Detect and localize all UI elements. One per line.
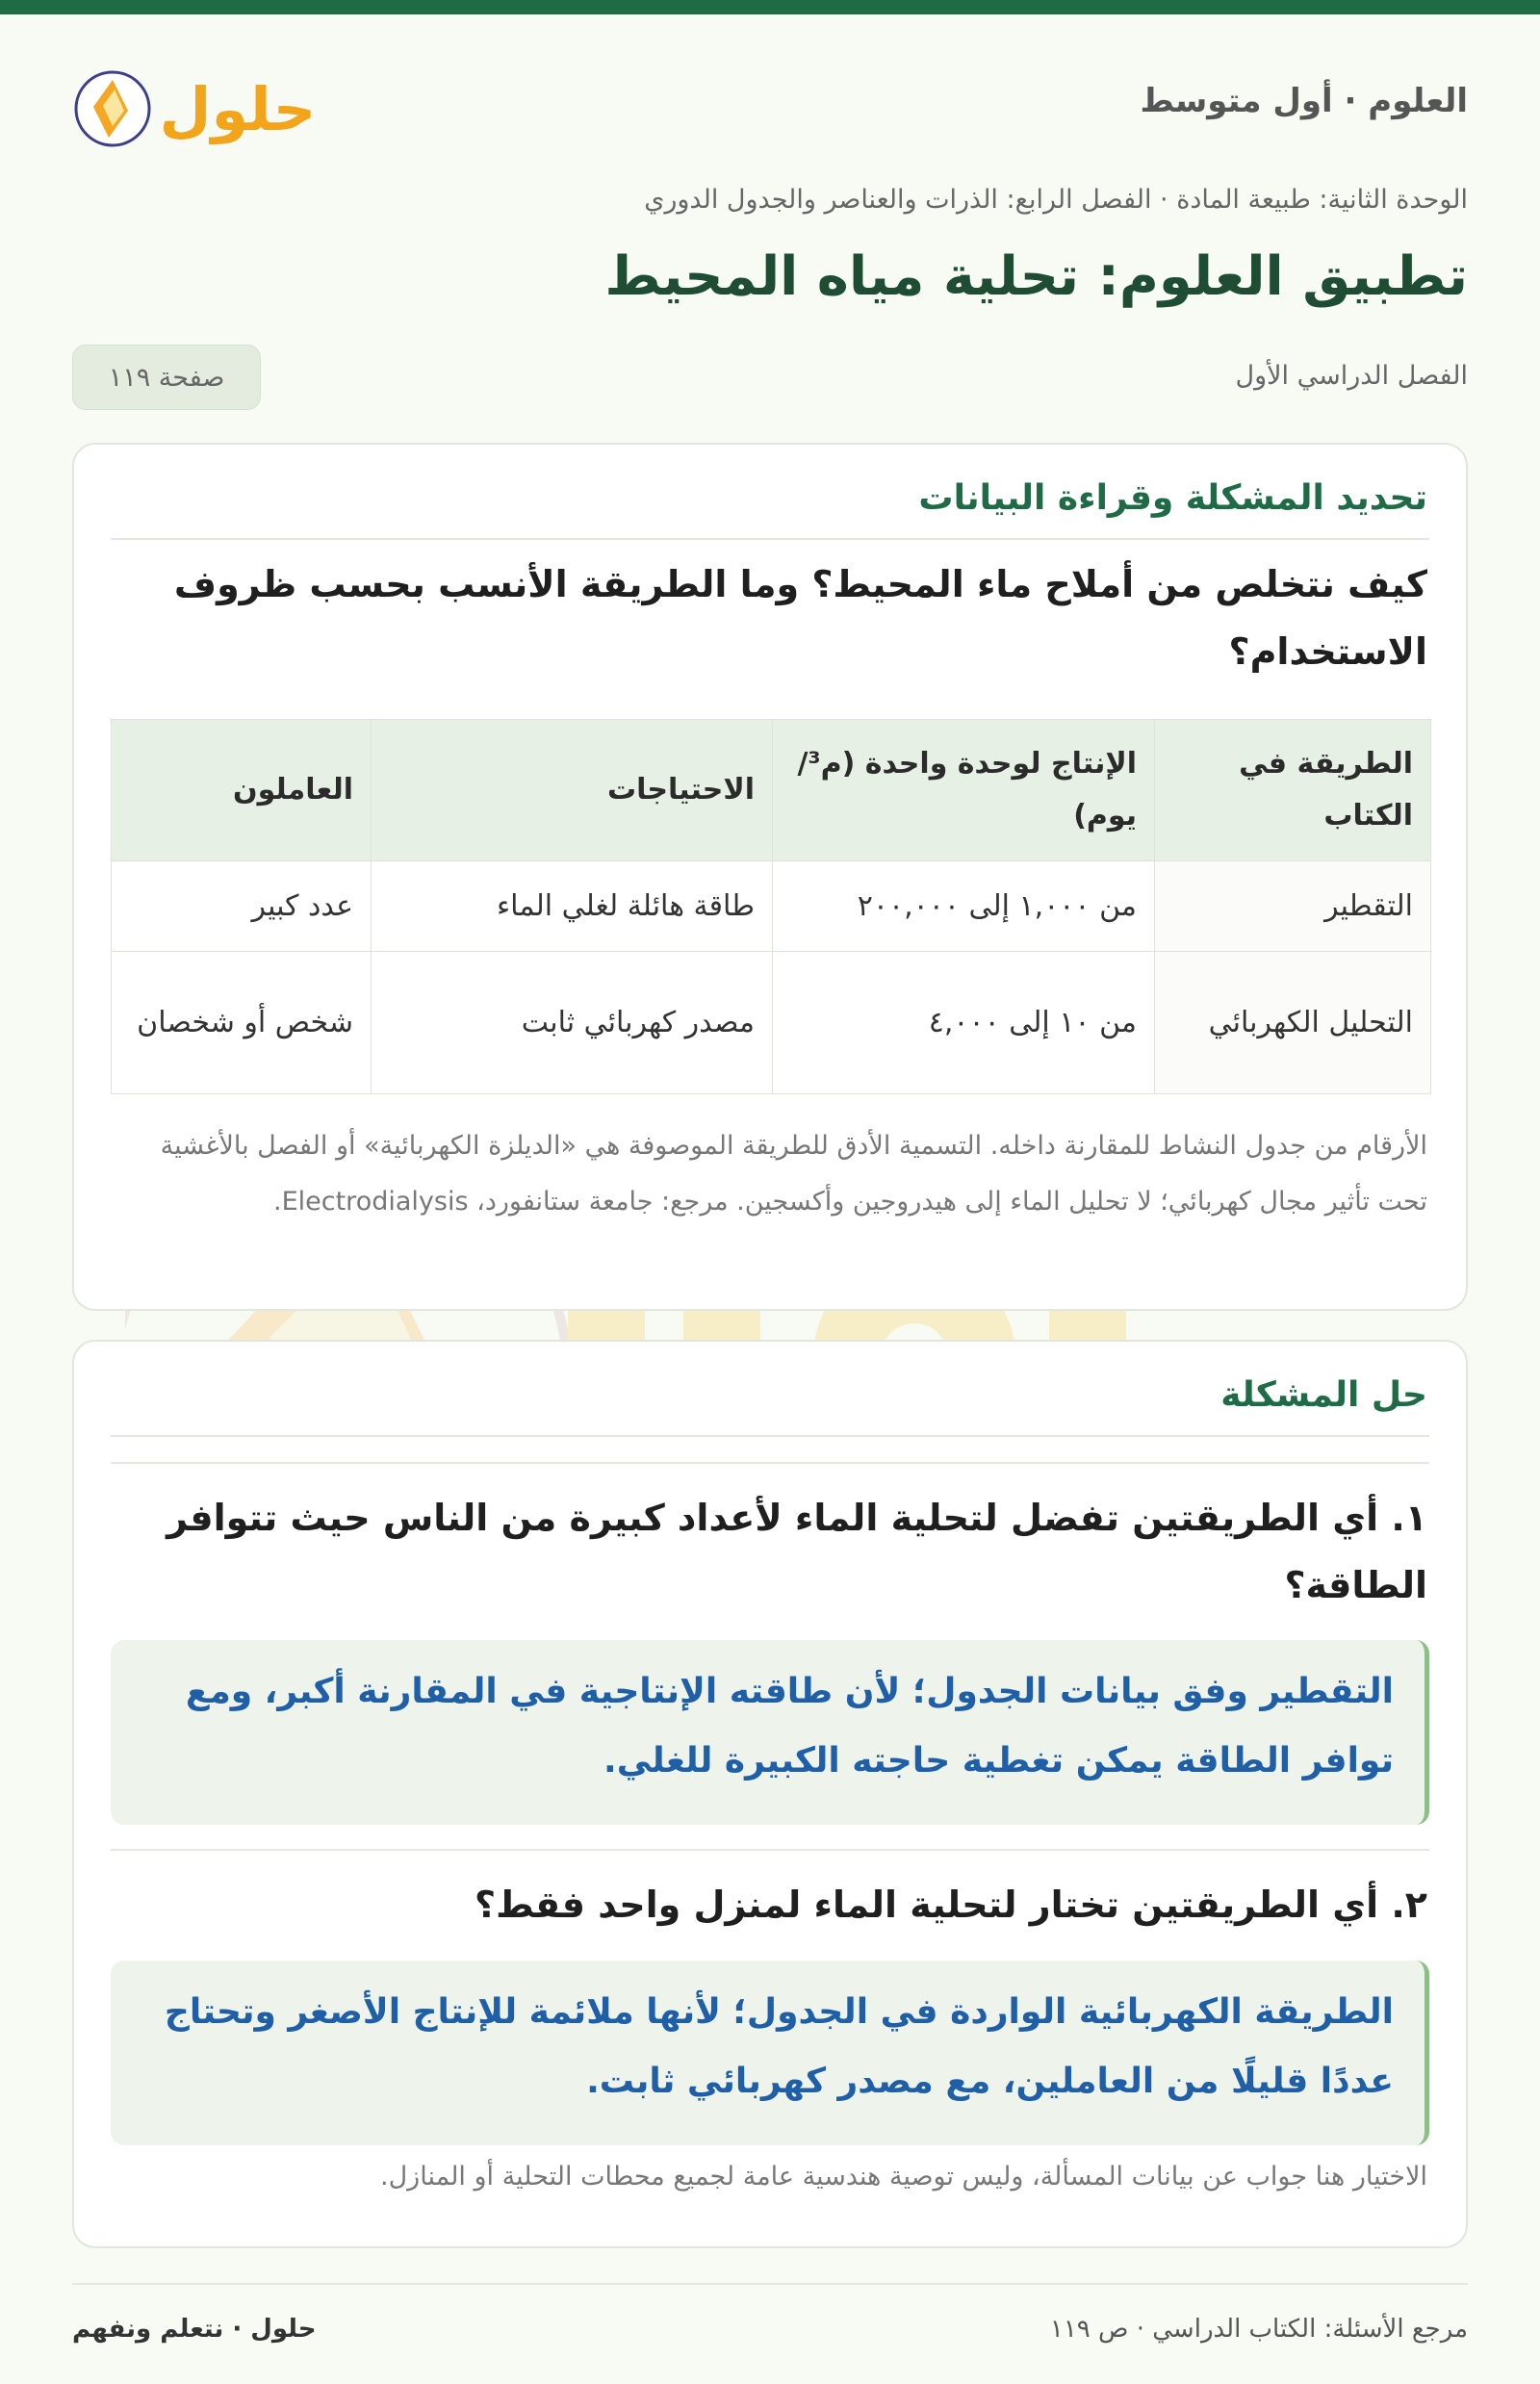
page-title: تطبيق العلوم: تحلية مياه المحيط (604, 245, 1468, 308)
solution-card (72, 1340, 1468, 2248)
question-2: ٢. أي الطريقتين تختار لتحلية الماء لمنزل واحد فقط؟ (475, 1884, 1427, 1926)
comparison-table (111, 719, 1431, 1094)
table-cell: التحليل الكهربائي (1155, 952, 1431, 1094)
table-header-cell: الطريقة في الكتاب (1155, 720, 1431, 861)
term-label: الفصل الدراسي الأول (1235, 361, 1468, 391)
footer-divider (72, 2283, 1468, 2285)
section-title: حل المشكلة (1220, 1375, 1427, 1415)
table-row (112, 861, 1431, 952)
table-cell: من ١,٠٠٠ إلى ٢٠٠,٠٠٠ (773, 861, 1155, 952)
breadcrumb: الوحدة الثانية: طبيعة المادة · الفصل الرابع: الذرات والعناصر والجدول الدوري (644, 185, 1468, 215)
table-header-cell: الاحتياجات (372, 720, 773, 861)
section-title: تحديد المشكلة وقراءة البيانات (918, 478, 1427, 518)
top-accent-bar (0, 0, 1540, 14)
footer-reference: مرجع الأسئلة: الكتاب الدراسي · ص ١١٩ (1049, 2315, 1468, 2344)
page-header (72, 53, 1468, 159)
section-divider (111, 1462, 1429, 1464)
question-divider (111, 1849, 1429, 1851)
table-cell: التقطير (1155, 861, 1431, 952)
table-cell: من ١٠ إلى ٤,٠٠٠ (773, 952, 1155, 1094)
section-divider (111, 1435, 1429, 1437)
table-cell: شخص أو شخصان (112, 952, 372, 1094)
table-cell: مصدر كهربائي ثابت (372, 952, 773, 1094)
problem-question: كيف نتخلص من أملاح ماء المحيط؟ وما الطريقة الأنسب بحسب ظروف الاستخدام؟ (173, 563, 1427, 673)
problem-card (72, 443, 1468, 1311)
brand-logo[interactable] (72, 53, 322, 159)
question-1: ١. أي الطريقتين تفضل لتحلية الماء لأعداد كبيرة من الناس حيث تتوافر الطاقة؟ (167, 1497, 1427, 1606)
page-number-badge: صفحة ١١٩ (72, 345, 261, 410)
source-note: الأرقام من جدول النشاط للمقارنة داخله. التسمية الأدق للطريقة الموصوفة هي «الديلزة الكهربائية» أو الفصل بالأغشية تحت تأثير مجال كهربائي؛ لا تحليل الماء إلى هيدروجين وأكسجين. مرجع: جامعة ستانفورد، Electrodialysis. (160, 1131, 1427, 1217)
footer-brand: حلول · نتعلم ونفهم (72, 2315, 317, 2344)
table-header-row (112, 720, 1431, 861)
logo-text: حلول (159, 74, 317, 144)
disclaimer-note: الاختيار هنا جواب عن بيانات المسألة، وليس توصية هندسية عامة لجميع محطات التحلية أو المنازل. (379, 2162, 1427, 2192)
table-cell: عدد كبير (112, 861, 372, 952)
table-header-cell: العاملون (112, 720, 372, 861)
answer-1-box: التقطير وفق بيانات الجدول؛ لأن طاقته الإنتاجية في المقارنة أكبر، ومع توافر الطاقة يمكن تغطية حاجته الكبيرة للغلي. (111, 1640, 1429, 1825)
section-divider (111, 538, 1429, 540)
table-header-cell: الإنتاج لوحدة واحدة (م³/يوم) (773, 720, 1155, 861)
answer-2-box: الطريقة الكهربائية الواردة في الجدول؛ لأنها ملائمة للإنتاج الأصغر وتحتاج عددًا قليلًا من العاملين، مع مصدر كهربائي ثابت. (111, 1961, 1429, 2145)
table-cell: طاقة هائلة لغلي الماء (372, 861, 773, 952)
subject-label: العلوم · أول متوسط (1140, 82, 1468, 120)
table-row (112, 952, 1431, 1094)
